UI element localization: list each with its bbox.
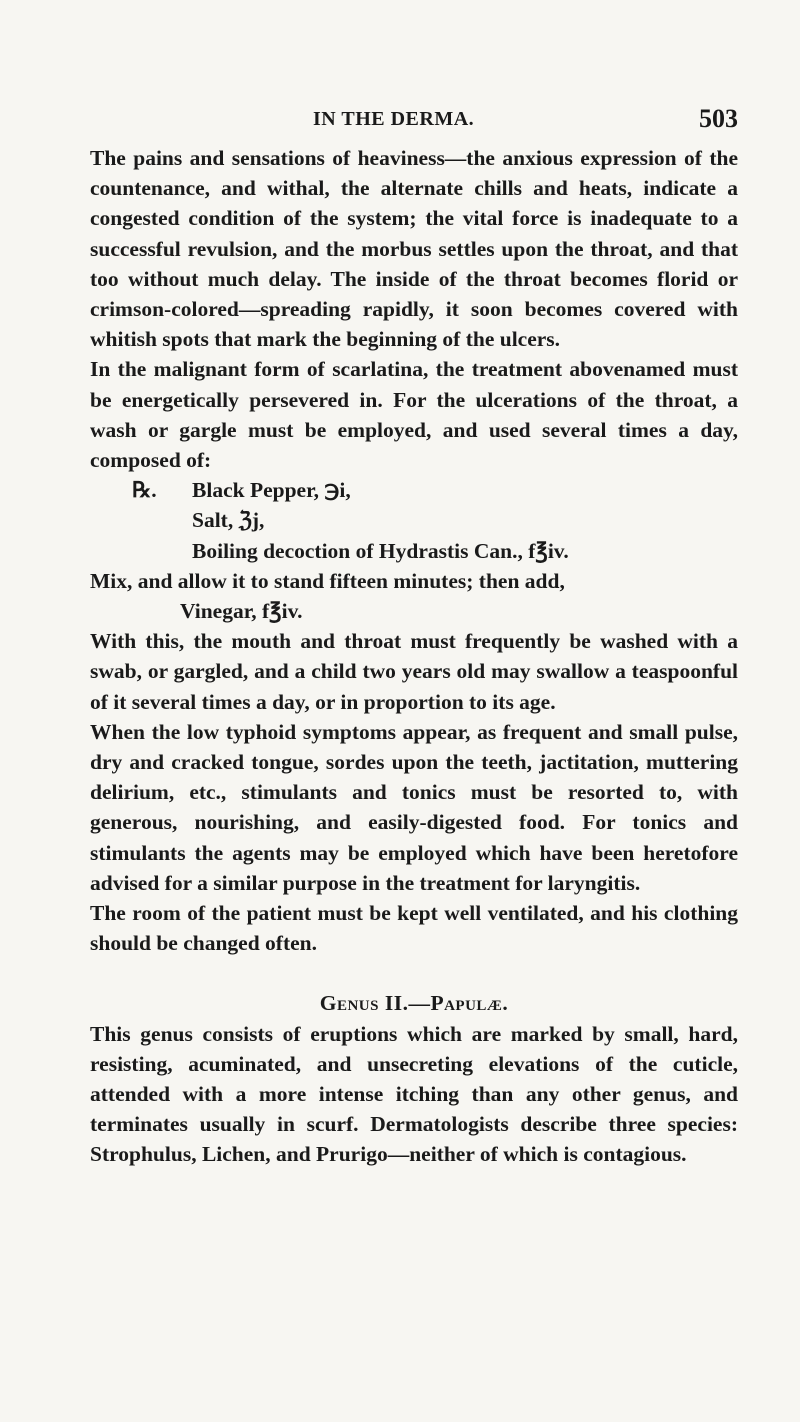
prescription-line-1 xyxy=(90,475,738,505)
paragraph-papulae-description: This genus consists of eruptions which are marked by small, hard, resisting, acuminated, and unsecreting elevations of the cuticle, attended with a more intense itching than any other genus, and terminates usually in scurf. Dermatologists describe three species: Strophulus, Lichen, and Prurigo—neither of which is contagious. xyxy=(90,1021,738,1167)
prescription-ingredient-hydrastis: Boiling decoction of Hydrastis Can., f℥iv. xyxy=(192,538,569,563)
page-number: 503 xyxy=(699,104,738,133)
section-heading: Genus II.—Papulæ. xyxy=(319,991,509,1016)
prescription-line-2 xyxy=(90,505,738,535)
paragraph-mix-instructions: Mix, and allow it to stand fifteen minutes; then add, xyxy=(90,568,565,593)
running-head xyxy=(90,104,738,140)
prescription-line-3 xyxy=(90,536,738,566)
running-title: IN THE DERMA. xyxy=(313,108,475,130)
prescription-ingredient-pepper: Black Pepper, ℈i, xyxy=(192,478,351,503)
prescription xyxy=(90,475,738,566)
prescription-vinegar-line xyxy=(90,596,738,626)
prescription-ingredient-salt: Salt, ℨj, xyxy=(192,508,265,533)
body-text xyxy=(90,143,738,1170)
recipe-symbol: ℞. xyxy=(132,478,157,503)
paragraph-usage: With this, the mouth and throat must frequently be washed with a swab, or gargled, and a child two years old may swallow a teaspoonful of it several times a day, or in proportion to its age. xyxy=(90,629,738,714)
prescription-ingredient-vinegar: Vinegar, f℥iv. xyxy=(180,599,303,623)
paragraph-malignant-treatment: In the malignant form of scarlatina, the treatment abovenamed must be energetically persevered in. For the ulcerations of the throat, a wash or gargle must be employed, and used several times a day, composed of: xyxy=(90,357,738,473)
paragraph-symptoms: The pains and sensations of heaviness—the anxious expression of the countenance, and withal, the alternate chills and heats, indicate a congested condition of the system; the vital force is inadequate to a successful revulsion, and the morbus settles upon the throat, and that too without much delay. The inside of the throat becomes florid or crimson-colored—spreading rapidly, it soon becomes covered with whitish spots that mark the beginning of the ulcers. xyxy=(90,146,738,352)
paragraph-typhoid-symptoms: When the low typhoid symptoms appear, as frequent and small pulse, dry and cracked tongue, sordes upon the teeth, jactitation, muttering delirium, etc., stimulants and tonics must be resorted to, with generous, nourishing, and easily-digested food. For tonics and stimulants the agents may be employed which have been heretofore advised for a similar purpose in the treatment for laryngitis. xyxy=(90,719,738,895)
paragraph-ventilation: The room of the patient must be kept well ventilated, and his clothing should be changed often. xyxy=(90,901,738,956)
